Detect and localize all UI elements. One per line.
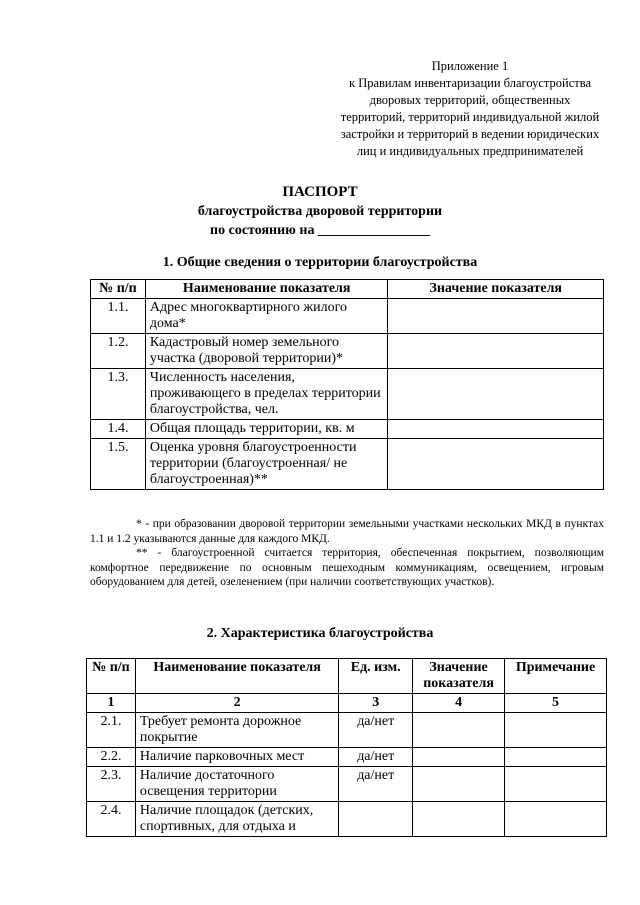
- section1-heading: 1. Общие сведения о территории благоустройства: [162, 255, 478, 270]
- column-number-row: [87, 694, 607, 713]
- row-note-cell[interactable]: [505, 748, 607, 767]
- title-main: ПАСПОРТ: [282, 184, 358, 200]
- row-num: 1.3.: [91, 369, 146, 420]
- row-value-cell[interactable]: [388, 299, 604, 334]
- appendix-line: Приложение 1: [431, 59, 509, 73]
- header-value: Значение показателя: [413, 659, 505, 694]
- characteristics-table: [86, 658, 607, 837]
- section2-heading: 2. Характеристика благоустройства: [206, 626, 434, 641]
- appendix-line: застройки и территорий в ведении юридических: [340, 127, 600, 141]
- row-value-cell[interactable]: [413, 802, 505, 837]
- row-name: Наличие достаточного освещения территории: [135, 767, 338, 802]
- header-num: № п/п: [87, 659, 136, 694]
- row-value-cell[interactable]: [388, 439, 604, 490]
- row-name: Оценка уровня благоустроенности территории (благоустроенная/ не благоустроенная)**: [145, 439, 388, 490]
- row-note-cell[interactable]: [505, 767, 607, 802]
- row-name: Общая площадь территории, кв. м: [145, 420, 388, 439]
- row-unit: да/нет: [339, 713, 413, 748]
- row-num: 1.1.: [91, 299, 146, 334]
- title-date-line: по состоянию на ________________: [210, 223, 430, 238]
- row-name: Кадастровый номер земельного участка (дворовой территории)*: [145, 334, 388, 369]
- table-row: [87, 713, 607, 748]
- table-row: [91, 369, 604, 420]
- row-name: Наличие парковочных мест: [135, 748, 338, 767]
- row-unit: [339, 802, 413, 837]
- table-row: [91, 439, 604, 490]
- row-note-cell[interactable]: [505, 802, 607, 837]
- table-row: [87, 767, 607, 802]
- row-name: Адрес многоквартирного жилого дома*: [145, 299, 388, 334]
- document-title: [0, 183, 640, 240]
- table-row: [87, 802, 607, 837]
- row-value-cell[interactable]: [388, 420, 604, 439]
- column-number: 3: [339, 694, 413, 713]
- row-num: 2.4.: [87, 802, 136, 837]
- column-number: 4: [413, 694, 505, 713]
- row-num: 2.2.: [87, 748, 136, 767]
- table-header-row: [87, 659, 607, 694]
- header-name: Наименование показателя: [135, 659, 338, 694]
- row-num: 1.5.: [91, 439, 146, 490]
- row-value-cell[interactable]: [388, 369, 604, 420]
- row-value-cell[interactable]: [413, 748, 505, 767]
- header-value: Значение показателя: [388, 280, 604, 299]
- row-num: 2.1.: [87, 713, 136, 748]
- table-row: [91, 420, 604, 439]
- row-value-cell[interactable]: [388, 334, 604, 369]
- appendix-line: дворовых территорий, общественных: [369, 93, 571, 107]
- header-num: № п/п: [91, 280, 146, 299]
- header-unit: Ед. изм.: [339, 659, 413, 694]
- row-unit: да/нет: [339, 767, 413, 802]
- row-num: 1.2.: [91, 334, 146, 369]
- footnote-2: ** - благоустроенной считается территория, обеспеченная покрытием, позволяющим комфортное передвижение по основным пешеходным коммуникациям, освещением, игровым оборудованием для детей, озеленением (при наличии соответствующих участков).: [90, 547, 604, 588]
- appendix-line: территорий, территорий индивидуальной жилой: [340, 110, 600, 124]
- appendix-line: к Правилам инвентаризации благоустройства: [349, 76, 591, 90]
- row-name: Наличие площадок (детских, спортивных, для отдыха и: [135, 802, 338, 837]
- title-sub: благоустройства дворовой территории: [197, 204, 443, 219]
- row-num: 2.3.: [87, 767, 136, 802]
- footnote-1: * - при образовании дворовой территории земельными участками нескольких МКД в пунктах 1.1 и 1.2 указываются данные для каждого МКД.: [90, 518, 604, 545]
- row-name: Требует ремонта дорожное покрытие: [135, 713, 338, 748]
- table-row: [91, 334, 604, 369]
- header-note: Примечание: [505, 659, 607, 694]
- table-row: [87, 748, 607, 767]
- row-unit: да/нет: [339, 748, 413, 767]
- column-number: 1: [87, 694, 136, 713]
- footnotes: [90, 517, 604, 590]
- table-row: [91, 299, 604, 334]
- appendix-line: лиц и индивидуальных предпринимателей: [356, 144, 584, 158]
- column-number: 2: [135, 694, 338, 713]
- row-value-cell[interactable]: [413, 713, 505, 748]
- appendix-header: [300, 58, 640, 160]
- column-number: 5: [505, 694, 607, 713]
- general-info-table: [90, 279, 604, 490]
- row-num: 1.4.: [91, 420, 146, 439]
- header-name: Наименование показателя: [145, 280, 388, 299]
- row-note-cell[interactable]: [505, 713, 607, 748]
- row-value-cell[interactable]: [413, 767, 505, 802]
- row-name: Численность населения, проживающего в пределах территории благоустройства, чел.: [145, 369, 388, 420]
- table-header-row: [91, 280, 604, 299]
